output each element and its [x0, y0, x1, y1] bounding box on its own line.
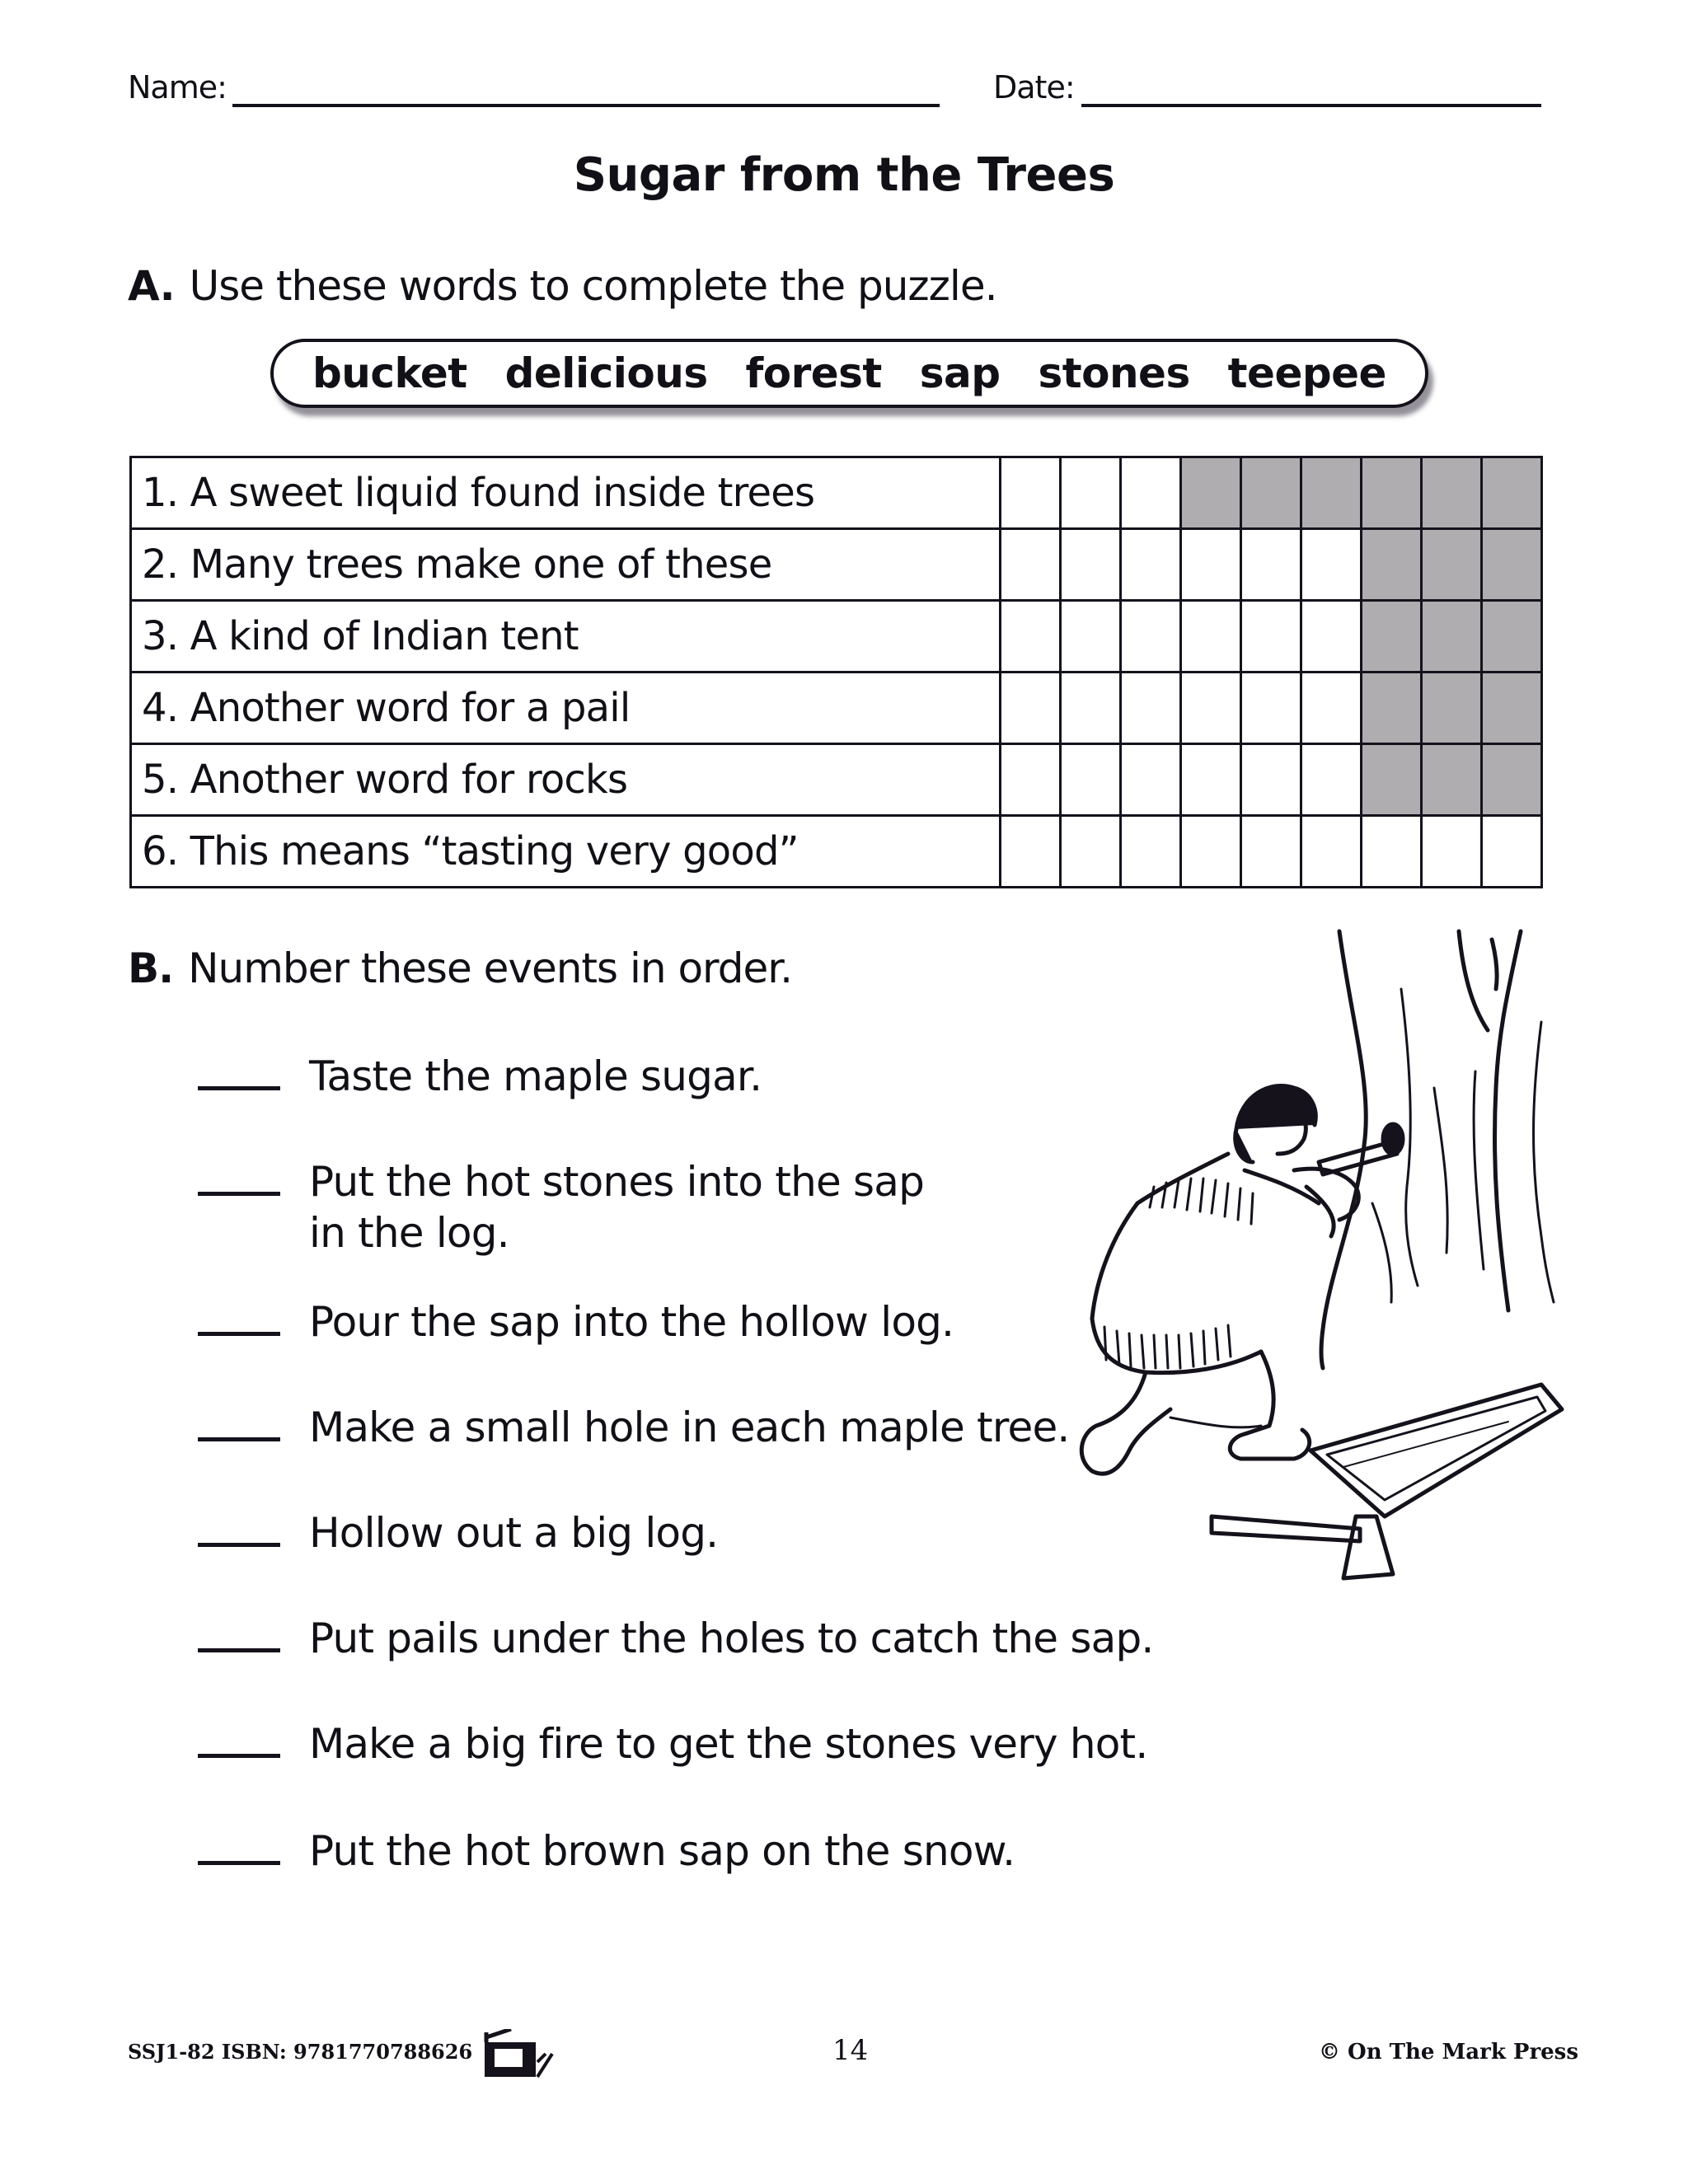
- letter-box[interactable]: [1241, 816, 1301, 888]
- order-number-blank[interactable]: [198, 1429, 280, 1441]
- puzzle-row: [131, 529, 1542, 601]
- puzzle-row: [131, 457, 1542, 529]
- event-item: [198, 1051, 762, 1102]
- event-text: Put the hot stones into the sap: [309, 1158, 925, 1206]
- shaded-box: [1181, 457, 1241, 529]
- letter-box[interactable]: [1362, 816, 1422, 888]
- letter-box[interactable]: [1181, 601, 1241, 673]
- letter-box[interactable]: [1241, 601, 1301, 673]
- name-label: Name:: [128, 69, 227, 105]
- shaded-box: [1362, 529, 1422, 601]
- page-number: 14: [832, 2034, 869, 2067]
- shaded-box: [1482, 601, 1542, 673]
- event-item: [198, 1296, 954, 1347]
- event-text: Pour the sap into the hollow log.: [309, 1298, 954, 1346]
- section-a-heading: [128, 262, 996, 310]
- letter-box[interactable]: [1301, 601, 1362, 673]
- word-bank: [270, 339, 1428, 408]
- shaded-box: [1422, 744, 1482, 816]
- puzzle-clue: 1. A sweet liquid found inside trees: [131, 457, 1001, 529]
- letter-box[interactable]: [1121, 457, 1181, 529]
- shaded-box: [1482, 744, 1542, 816]
- letter-box[interactable]: [1061, 816, 1121, 888]
- shaded-box: [1241, 457, 1301, 529]
- event-text: Put the hot brown sap on the snow.: [309, 1827, 1015, 1875]
- footer-isbn: SSJ1-82 ISBN: 9781770788626: [128, 2040, 473, 2064]
- letter-box[interactable]: [1001, 601, 1061, 673]
- order-number-blank[interactable]: [198, 1324, 280, 1336]
- puzzle-clue: 3. A kind of Indian tent: [131, 601, 1001, 673]
- shaded-box: [1482, 673, 1542, 744]
- shaded-box: [1422, 601, 1482, 673]
- letter-box[interactable]: [1121, 673, 1181, 744]
- section-b-instruction: Number these events in order.: [188, 944, 793, 992]
- letter-box[interactable]: [1241, 529, 1301, 601]
- event-item: [198, 1825, 1015, 1877]
- letter-box[interactable]: [1061, 744, 1121, 816]
- date-label: Date:: [993, 69, 1075, 105]
- section-b-heading: [128, 944, 792, 992]
- event-text: Put pails under the holes to catch the sap.: [309, 1615, 1154, 1662]
- order-number-blank[interactable]: [198, 1853, 280, 1865]
- letter-box[interactable]: [1482, 816, 1542, 888]
- puzzle-row: [131, 744, 1542, 816]
- event-text: Make a big fire to get the stones very hot.: [309, 1720, 1148, 1768]
- shaded-box: [1362, 601, 1422, 673]
- event-item: [198, 1507, 718, 1558]
- puzzle-clue: 2. Many trees make one of these: [131, 529, 1001, 601]
- letter-box[interactable]: [1121, 816, 1181, 888]
- shaded-box: [1422, 673, 1482, 744]
- word-bank-item: bucket: [312, 349, 467, 397]
- section-a-instruction: Use these words to complete the puzzle.: [189, 262, 997, 310]
- letter-box[interactable]: [1121, 529, 1181, 601]
- section-a-letter: A.: [128, 262, 175, 310]
- letter-box[interactable]: [1061, 529, 1121, 601]
- event-text-continued: in the log.: [309, 1209, 509, 1257]
- event-text: Hollow out a big log.: [309, 1509, 719, 1557]
- event-item: [198, 1156, 924, 1258]
- name-input-line[interactable]: [232, 104, 940, 107]
- puzzle-clue: 5. Another word for rocks: [131, 744, 1001, 816]
- shaded-box: [1301, 457, 1362, 529]
- word-bank-item: stones: [1038, 349, 1190, 397]
- crossword-puzzle-grid: [129, 456, 1543, 888]
- shaded-box: [1362, 457, 1422, 529]
- event-text: Make a small hole in each maple tree.: [309, 1404, 1070, 1451]
- letter-box[interactable]: [1061, 601, 1121, 673]
- man-tapping-maple-tree-illustration: [1047, 923, 1574, 1665]
- puzzle-row: [131, 673, 1542, 744]
- shaded-box: [1362, 673, 1422, 744]
- letter-box[interactable]: [1061, 457, 1121, 529]
- letter-box[interactable]: [1121, 601, 1181, 673]
- word-bank-item: forest: [745, 349, 882, 397]
- shaded-box: [1362, 744, 1422, 816]
- letter-box[interactable]: [1061, 673, 1121, 744]
- letter-box[interactable]: [1001, 673, 1061, 744]
- event-item: [198, 1613, 1154, 1664]
- order-number-blank[interactable]: [198, 1183, 280, 1196]
- publisher-copyright: © On The Mark Press: [1319, 2040, 1578, 2064]
- word-bank-item: delicious: [504, 349, 708, 397]
- letter-box[interactable]: [1301, 744, 1362, 816]
- event-text: Taste the maple sugar.: [309, 1052, 762, 1100]
- letter-box[interactable]: [1181, 816, 1241, 888]
- date-input-line[interactable]: [1081, 104, 1541, 107]
- puzzle-row: [131, 816, 1542, 888]
- letter-box[interactable]: [1181, 673, 1241, 744]
- letter-box[interactable]: [1181, 529, 1241, 601]
- letter-box[interactable]: [1422, 816, 1482, 888]
- letter-box[interactable]: [1241, 673, 1301, 744]
- word-bank-item: teepee: [1227, 349, 1386, 397]
- word-bank-item: sap: [919, 349, 1001, 397]
- letter-box[interactable]: [1241, 744, 1301, 816]
- shaded-box: [1482, 457, 1542, 529]
- event-item: [198, 1718, 1147, 1769]
- shaded-box: [1482, 529, 1542, 601]
- order-number-blank[interactable]: [198, 1535, 280, 1547]
- letter-box[interactable]: [1301, 673, 1362, 744]
- letter-box[interactable]: [1121, 744, 1181, 816]
- letter-box[interactable]: [1001, 457, 1061, 529]
- puzzle-row: [131, 601, 1542, 673]
- letter-box[interactable]: [1301, 816, 1362, 888]
- page-title: Sugar from the Trees: [573, 148, 1115, 202]
- letter-box[interactable]: [1301, 529, 1362, 601]
- letter-box[interactable]: [1181, 744, 1241, 816]
- letter-box[interactable]: [1001, 529, 1061, 601]
- order-number-blank[interactable]: [198, 1746, 280, 1758]
- letter-box[interactable]: [1001, 816, 1061, 888]
- section-b-letter: B.: [128, 944, 174, 992]
- event-item: [198, 1402, 1070, 1453]
- photocopier-icon: [478, 2029, 577, 2079]
- order-number-blank[interactable]: [198, 1078, 280, 1090]
- shaded-box: [1422, 529, 1482, 601]
- order-number-blank[interactable]: [198, 1640, 280, 1652]
- puzzle-clue: 6. This means “tasting very good”: [131, 816, 1001, 888]
- letter-box[interactable]: [1001, 744, 1061, 816]
- shaded-box: [1422, 457, 1482, 529]
- puzzle-clue: 4. Another word for a pail: [131, 673, 1001, 744]
